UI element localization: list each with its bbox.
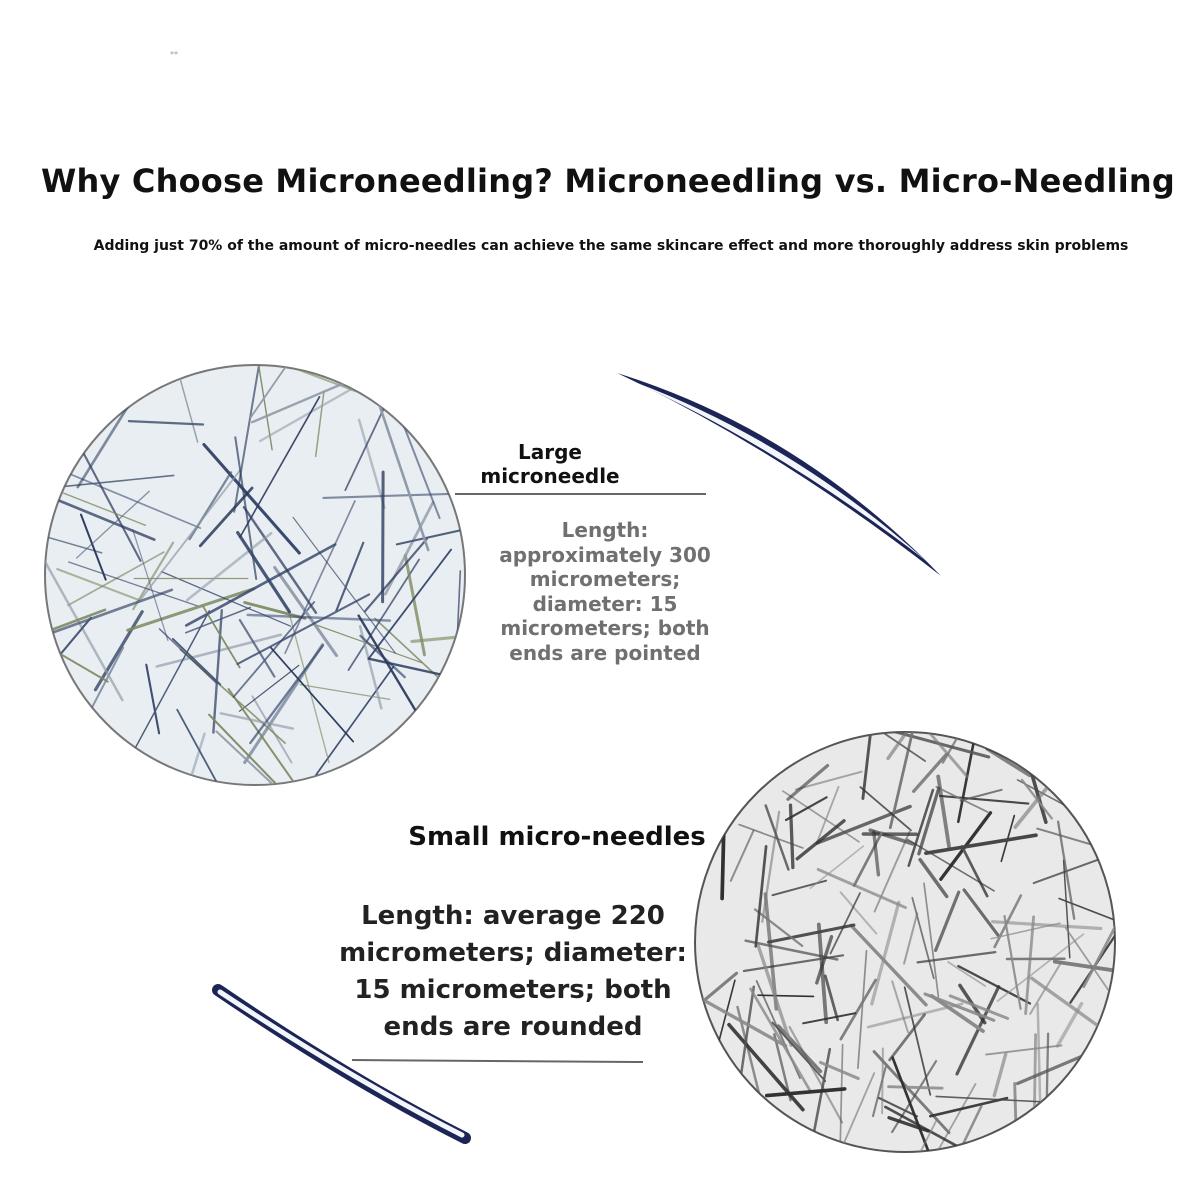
needle-texture-stroke bbox=[1034, 1035, 1036, 1139]
needle-texture-stroke bbox=[1015, 1084, 1017, 1155]
small-needle-label: Small micro-needles bbox=[408, 822, 706, 852]
large-needle-label: Large microneedle bbox=[480, 440, 620, 488]
large-needle-description: Length: approximately 300 micrometers; diameter: 15 micrometers; both ends are pointed bbox=[499, 518, 711, 665]
page-title: Why Choose Microneedling? Microneedling vs. Micro-Needling bbox=[41, 162, 1175, 200]
large-microneedle-micrograph bbox=[6, 297, 490, 827]
small-connector-line bbox=[352, 1060, 643, 1062]
small-needle-description: Length: average 220 micrometers; diameter: 15 micrometers; both ends are rounded bbox=[339, 901, 687, 1042]
corner-mark: ** bbox=[170, 50, 178, 59]
small-microneedle-micrograph bbox=[686, 692, 1149, 1176]
needle-texture-stroke bbox=[722, 792, 725, 898]
needle-texture-stroke bbox=[889, 1087, 943, 1089]
page-subtitle: Adding just 70% of the amount of micro-needles can achieve the same skincare effect and more thoroughly address skin problems bbox=[93, 238, 1129, 254]
needle-texture-stroke bbox=[383, 472, 384, 602]
needle-texture-stroke bbox=[882, 1049, 883, 1114]
